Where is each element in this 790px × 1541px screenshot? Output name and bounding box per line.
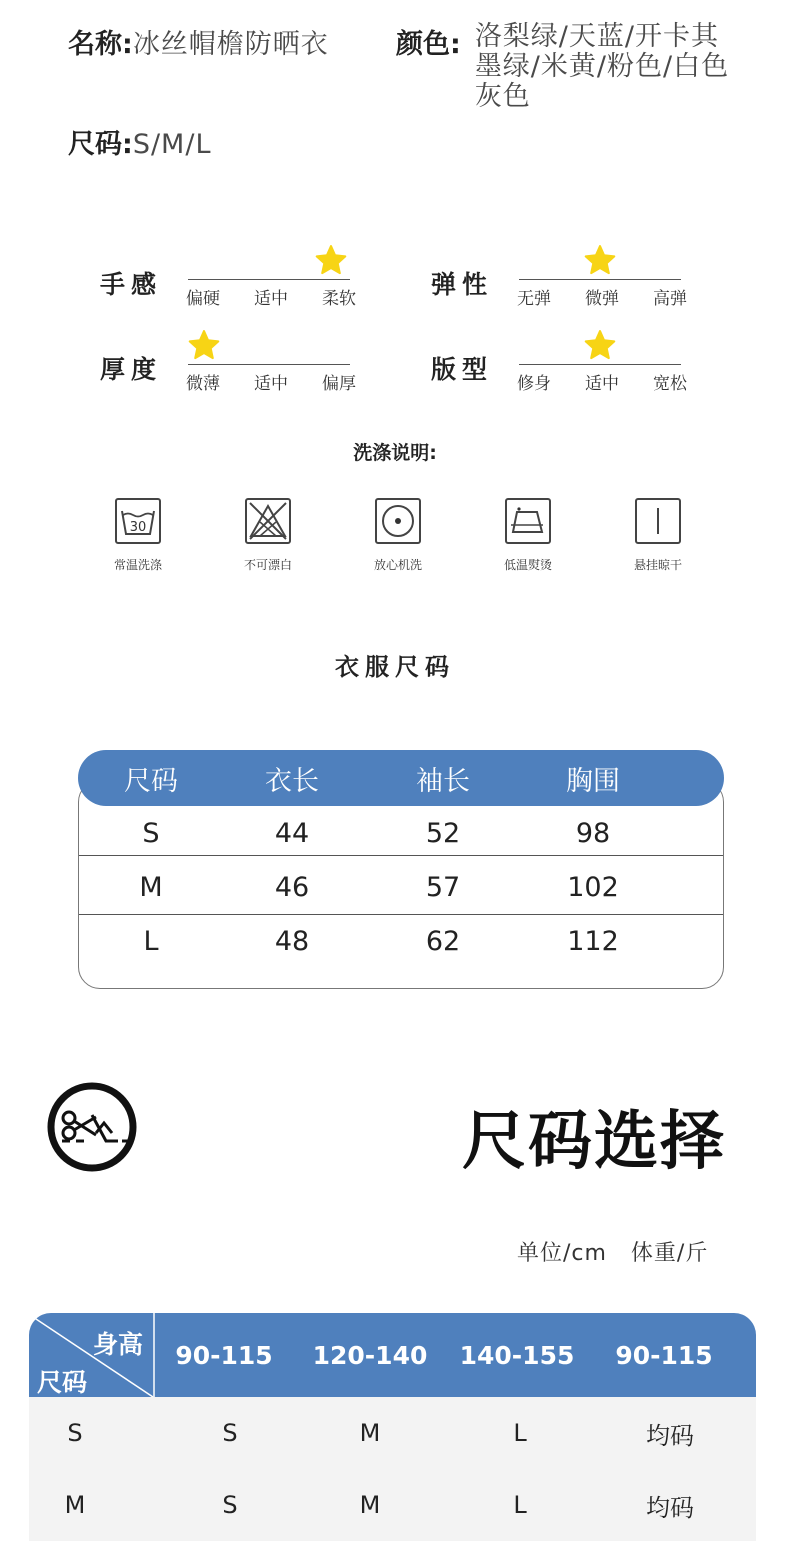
table-cell: 112 bbox=[567, 925, 619, 957]
name-label: 名称: bbox=[68, 29, 133, 60]
rating-option: 偏厚 bbox=[322, 374, 356, 394]
color-line: 灰色 bbox=[474, 81, 531, 112]
row-divider bbox=[79, 855, 723, 856]
table-cell: 46 bbox=[274, 871, 310, 903]
product-name bbox=[68, 22, 329, 61]
no-bleach-icon bbox=[245, 498, 291, 544]
rating-options bbox=[517, 284, 687, 309]
wash-item bbox=[598, 498, 718, 573]
clothing-size-header bbox=[78, 750, 724, 806]
washing-icons bbox=[78, 498, 718, 573]
wash-item bbox=[338, 498, 458, 573]
wash-item bbox=[78, 498, 198, 573]
low-iron-icon bbox=[505, 498, 551, 544]
rating-option: 适中 bbox=[254, 289, 288, 309]
rating-options bbox=[186, 284, 356, 309]
rating-star-icon bbox=[584, 244, 616, 276]
size-select-title: 尺码选择 bbox=[462, 1105, 726, 1179]
table-cell: 均码 bbox=[646, 1493, 694, 1522]
table-cell: M bbox=[64, 1491, 86, 1519]
size-select-header bbox=[29, 1313, 756, 1397]
table-cell: M bbox=[359, 1491, 381, 1519]
rating-option: 适中 bbox=[585, 374, 619, 394]
table-cell: 均码 bbox=[646, 1421, 694, 1450]
rating-options bbox=[186, 369, 356, 394]
color-label: 颜色: bbox=[396, 29, 461, 60]
rating-option: 微弹 bbox=[585, 289, 619, 309]
header-cell: 尺码 bbox=[124, 765, 178, 797]
wash-label: 放心机洗 bbox=[373, 558, 422, 572]
hang-dry-icon bbox=[635, 498, 681, 544]
wash-label: 常温洗涤 bbox=[113, 558, 162, 572]
table-cell: M bbox=[139, 871, 163, 903]
header-cell: 袖长 bbox=[416, 765, 470, 797]
header-cell: 120-140 bbox=[312, 1340, 428, 1370]
height-headers bbox=[155, 1313, 756, 1397]
table-row bbox=[78, 918, 724, 964]
rating-scale-line bbox=[188, 279, 350, 280]
rating-option: 宽松 bbox=[653, 374, 687, 394]
color-line: 洛梨绿/天蓝/开卡其 bbox=[474, 21, 720, 52]
rating-title: 弹性 bbox=[431, 270, 494, 299]
rating-scale-line bbox=[519, 279, 681, 280]
table-row bbox=[78, 810, 724, 856]
machine-wash-icon bbox=[375, 498, 421, 544]
rating-title: 手感 bbox=[100, 270, 163, 299]
table-cell: L bbox=[143, 925, 159, 957]
product-size bbox=[68, 122, 211, 161]
size-label: 尺码: bbox=[68, 129, 133, 160]
corner-size-label: 尺码 bbox=[37, 1368, 88, 1397]
washing-title: 洗涤说明: bbox=[353, 442, 437, 464]
table-cell: L bbox=[513, 1491, 527, 1519]
rating-title: 版型 bbox=[431, 355, 494, 384]
rating-scale-line bbox=[188, 364, 350, 365]
table-cell: M bbox=[359, 1419, 381, 1447]
rating-option: 修身 bbox=[517, 374, 551, 394]
name-value: 冰丝帽檐防晒衣 bbox=[132, 29, 329, 60]
rating-star-icon bbox=[188, 329, 220, 361]
table-cell: S bbox=[142, 817, 160, 849]
row-divider bbox=[79, 914, 723, 915]
wash-label: 不可漂白 bbox=[243, 558, 292, 572]
table-cell: 52 bbox=[425, 817, 461, 849]
wash-label: 悬挂晾干 bbox=[633, 558, 682, 572]
table-cell: 62 bbox=[425, 925, 461, 957]
rating-option: 偏硬 bbox=[186, 289, 220, 309]
header-cell: 衣长 bbox=[265, 765, 319, 797]
measure-icon bbox=[46, 1081, 138, 1173]
table-cell: S bbox=[222, 1491, 238, 1519]
color-line: 墨绿/米黄/粉色/白色 bbox=[474, 51, 730, 82]
wash-item bbox=[208, 498, 328, 573]
rating-scale-line bbox=[519, 364, 681, 365]
table-cell: S bbox=[222, 1419, 238, 1447]
wash-label: 低温熨烫 bbox=[503, 558, 552, 572]
clothing-size-title: 衣服尺码 bbox=[335, 653, 455, 681]
wash-item bbox=[468, 498, 588, 573]
table-cell: S bbox=[67, 1419, 83, 1447]
wash-30-icon bbox=[115, 498, 161, 544]
product-colors bbox=[396, 22, 765, 112]
rating-options bbox=[517, 369, 687, 394]
size-value: S/M/L bbox=[132, 129, 212, 160]
rating-option: 无弹 bbox=[517, 289, 551, 309]
table-cell: 57 bbox=[425, 871, 461, 903]
rating-star-icon bbox=[584, 329, 616, 361]
table-cell: 44 bbox=[274, 817, 310, 849]
header-cell: 140-155 bbox=[459, 1340, 575, 1370]
rating-option: 适中 bbox=[254, 374, 288, 394]
rating-option: 柔软 bbox=[322, 289, 356, 309]
table-cell: 48 bbox=[274, 925, 310, 957]
table-cell: 102 bbox=[567, 871, 619, 903]
rating-option: 高弹 bbox=[653, 289, 687, 309]
table-row bbox=[29, 1469, 756, 1541]
unit-note: 单位/cm 体重/斤 bbox=[517, 1241, 709, 1266]
table-cell: L bbox=[513, 1419, 527, 1447]
table-row bbox=[78, 864, 724, 910]
rating-star-icon bbox=[315, 244, 347, 276]
table-row bbox=[29, 1397, 756, 1469]
wash-temp: 30 bbox=[129, 520, 147, 535]
header-cell: 90-115 bbox=[615, 1340, 713, 1370]
table-cell: 98 bbox=[575, 817, 611, 849]
header-cell: 90-115 bbox=[175, 1340, 273, 1370]
color-values bbox=[475, 22, 765, 112]
header-cell: 胸围 bbox=[566, 765, 620, 797]
rating-title: 厚度 bbox=[100, 355, 163, 384]
rating-option: 微薄 bbox=[186, 374, 220, 394]
corner-height-label: 身高 bbox=[93, 1330, 144, 1359]
